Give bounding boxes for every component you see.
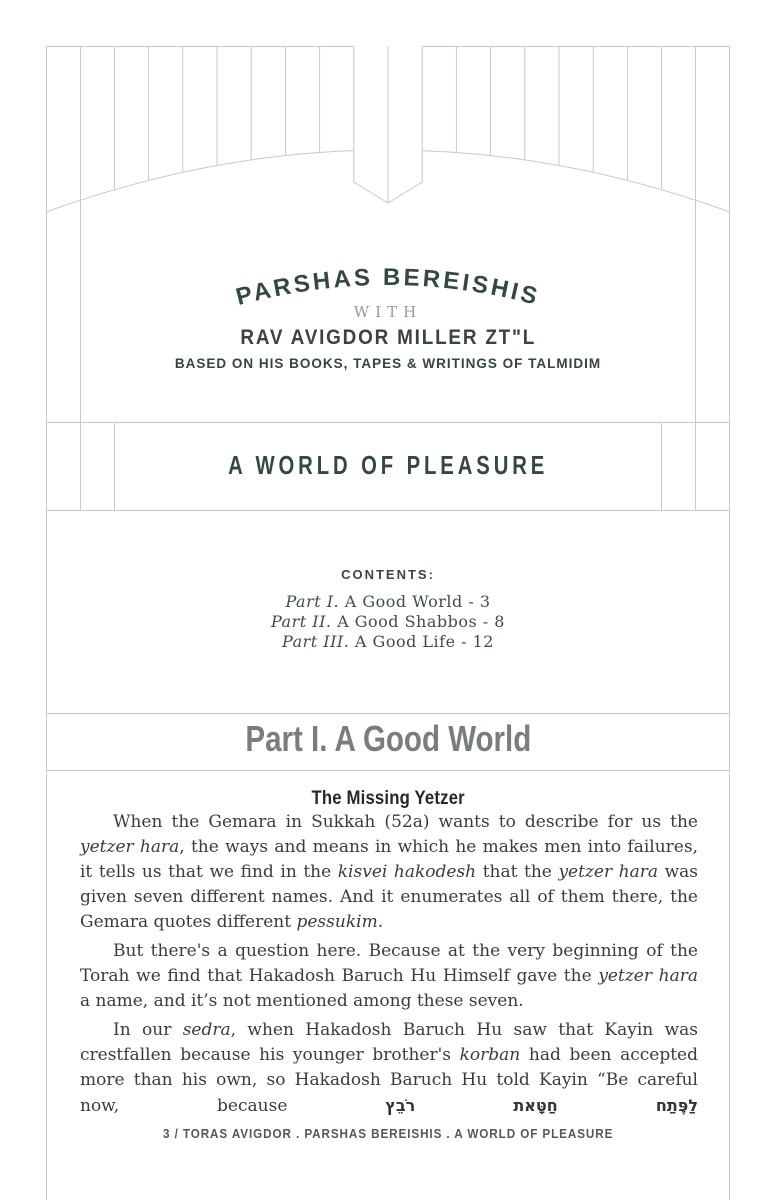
left-inner-rule: [80, 46, 81, 510]
contents-item: Part III. A Good Life - 12: [282, 632, 494, 651]
contents-list: [46, 592, 730, 652]
page-footer: 3 / TORAS AVIGDOR . PARSHAS BEREISHIS . A WORLD OF PLEASURE: [162, 1126, 614, 1141]
series-title-arched: PARSHAS BEREISHIS: [233, 263, 543, 311]
sub-heading: The Missing Yetzer: [311, 788, 465, 809]
band-top-rule: [46, 422, 730, 423]
masthead-tagline: BASED ON HIS BOOKS, TAPES & WRITINGS OF TALMIDIM: [174, 356, 602, 371]
right-inner-rule: [695, 46, 696, 510]
body-text: [80, 810, 698, 1123]
paragraph: But there's a question here. Because at the very beginning of the Torah we find that Hakadosh Baruch Hu Himself gave the yetzer hara a name, and it’s not mentioned among these seven.: [80, 941, 698, 1011]
contents-heading: CONTENTS:: [341, 567, 435, 582]
paragraph: In our sedra, when Hakadosh Baruch Hu saw that Kayin was crestfallen because his younger brother's korban had been accepted more than his own, so Hakadosh Baruch Hu told Kayin “Be careful now, because לַפֶּתַח חַטָּאת רֹבֵץ: [80, 1020, 698, 1116]
heading-top-rule: [46, 713, 730, 714]
with-label: WITH: [353, 303, 423, 321]
part-heading: Part I. A Good World: [245, 718, 531, 759]
heading-bottom-rule: [46, 770, 730, 771]
masthead-ornament: [0, 0, 776, 330]
paragraph: When the Gemara in Sukkah (52a) wants to describe for us the yetzer hara, the ways and means in which he makes men into failures, it tells us that we find in the kisvei hakodesh that the yetzer hara was given seven different names. And it enumerates all of them there, the Gemara quotes different pessukim.: [80, 812, 698, 932]
author-name: RAV AVIGDOR MILLER ZT"L: [240, 326, 536, 349]
issue-title: A WORLD OF PLEASURE: [227, 450, 549, 480]
contents-item: Part I. A Good World - 3: [285, 592, 491, 611]
contents-item: Part II. A Good Shabbos - 8: [271, 612, 505, 631]
band-bottom-rule: [46, 510, 730, 511]
